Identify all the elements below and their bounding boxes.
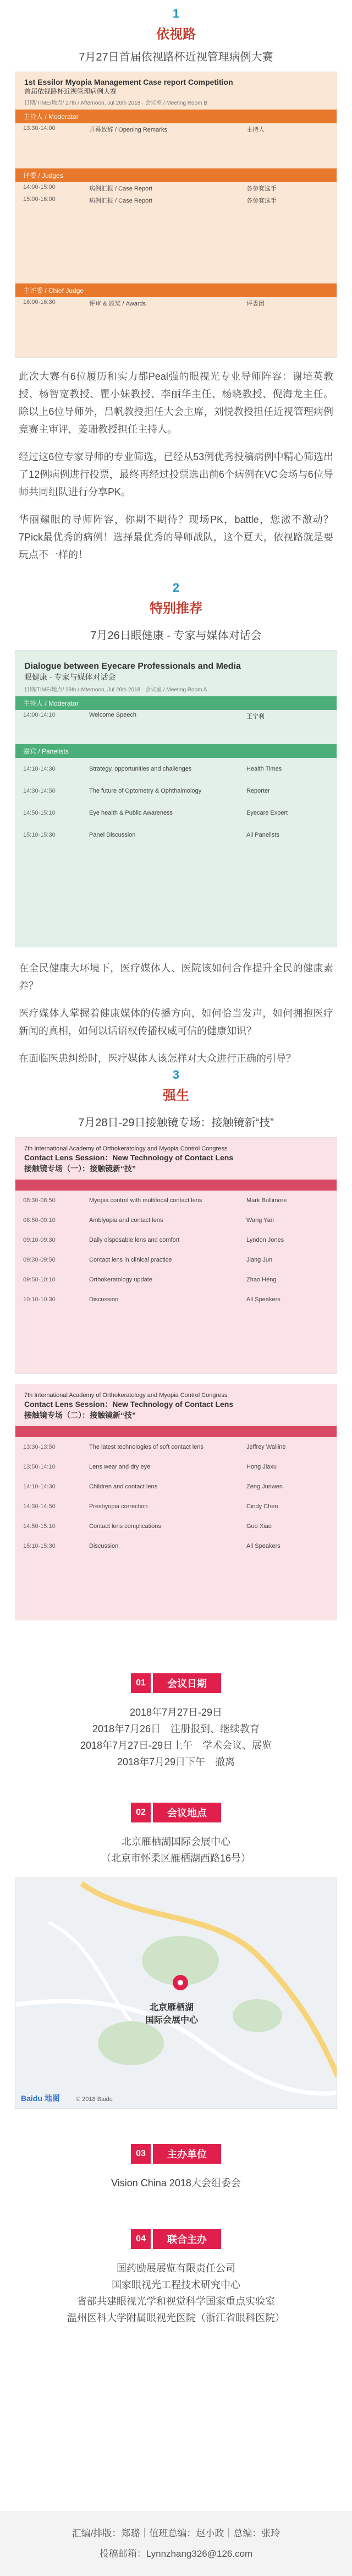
session-title-en: Contact Lens Session：New Technology of Contact Lens xyxy=(24,1400,234,1409)
schedule-band xyxy=(15,1180,337,1191)
schedule-band: 嘉宾 / Panelists xyxy=(15,744,337,758)
footer xyxy=(0,2511,352,2576)
dialogue-description xyxy=(0,959,352,1067)
session-title-cn: 接触镜专场（一）：接触镜新“技” xyxy=(24,1164,136,1173)
meeting-place-lines xyxy=(0,1833,352,1866)
schedule-row: 14:10-14:30 Strategy, opportunities and challenges Health Times xyxy=(23,766,282,772)
schedule-row: 09:10-09:30 Daily disposable lens and comfort Lyndon Jones xyxy=(23,1237,284,1243)
dialogue-title-en: Dialogue between Eyecare Professionals and Media xyxy=(24,662,241,671)
schedule-meta: 日期/TIME/地点/ 27th / Afternoon, Jul 26th 2018 · 会议室 / Meeting Room B xyxy=(24,100,207,106)
map-logo: Baidu 地图 xyxy=(21,2094,60,2103)
section-subtitle: 7月28日-29日接触镜专场：接触镜新“技” xyxy=(78,1117,274,1129)
schedule-row: 09:30-09:50 Contact lens in clinical practice Jiang Jun xyxy=(23,1257,273,1263)
label-number: 03 xyxy=(131,2144,151,2164)
meeting-place-label xyxy=(0,1803,352,1822)
schedule-row: 14:00-15:00 病例汇报 / Case Report 各参赛选手 xyxy=(23,184,277,192)
map-copyright: © 2018 Baidu xyxy=(76,2096,113,2103)
section-title: 强生 xyxy=(163,1088,189,1103)
date-line: 2018年7月26日 注册报到、继续教育 xyxy=(92,1723,260,1734)
cohost-line: 温州医科大学附属眼视光医院（浙江省眼科医院） xyxy=(67,2312,285,2323)
session-title-en: Contact Lens Session：New Technology of Contact Lens xyxy=(24,1153,234,1162)
section-title: 特别推荐 xyxy=(150,601,202,616)
section-subtitle: 7月27日首届依视路杯近视管理病例大赛 xyxy=(79,51,273,63)
schedule-row: 14:10-14:30 Children and contact lens Zeng Junwen xyxy=(23,1483,283,1490)
schedule-row: 09:50-10:10 Orthokeratology update Zhao Heng xyxy=(23,1276,277,1283)
schedule-row: 15:10-15:30 Panel Discussion All Panelists xyxy=(23,832,279,838)
schedule-row: 08:30-08:50 Myopia control with multifocal contact lens Mark Bullimore xyxy=(23,1197,287,1204)
date-line: 2018年7月29日下午 撤离 xyxy=(117,1756,235,1767)
host-label xyxy=(0,2144,352,2164)
meeting-place-section xyxy=(0,1792,352,2120)
paragraph: 经过这6位专家导师的专业筛选，已经从53例优秀投稿病例中精心筛选出了12例病例进行投票，最终再经过投票选出前6个病例在VC会场与6位导师共同组队进行分享PK。 xyxy=(19,451,333,498)
schedule-row: 13:30-14:00 开幕致辞 / Opening Remarks 主持人 xyxy=(23,125,265,133)
section-number: 3 xyxy=(172,1068,180,1082)
section-jnj xyxy=(0,1068,352,1620)
schedule-band xyxy=(15,1426,337,1437)
paragraph: 医疗媒体人掌握着健康媒体的传播方向，如何恰当发声，如何拥抱医疗新闻的真相，如何以话语权传播权威可信的健康知识？ xyxy=(19,1008,333,1036)
label-number: 04 xyxy=(131,2229,151,2249)
host-section xyxy=(0,2133,352,2191)
schedule-row: 14:50-15:10 Eye health & Public Awareness Eyecare Expert xyxy=(23,810,288,816)
footer-credits: 汇编/排版：郑璐｜值班总编：赵小政｜总编：张玲 xyxy=(72,2528,280,2539)
meeting-date-section xyxy=(0,1662,352,1770)
label-text: 联合主办 xyxy=(153,2229,221,2249)
cohost-line: 国家眼视光工程技术研究中心 xyxy=(112,2279,240,2290)
cohost-lines xyxy=(0,2260,352,2326)
session-title-cn: 接触镜专场（二）：接触镜新“技” xyxy=(24,1411,136,1420)
cohost-section xyxy=(0,2218,352,2326)
schedule-row: 08:50-09:10 Amblyopia and contact lens Wang Yan xyxy=(23,1217,274,1224)
schedule-row: 14:00-14:10 Welcome Speech 王宁利 xyxy=(23,712,265,720)
label-number: 02 xyxy=(131,1803,151,1822)
schedule-band: 主持人 / Moderator xyxy=(15,110,337,123)
label-number: 01 xyxy=(131,1673,151,1693)
schedule-title-en: 1st Essilor Myopia Management Case report Competition xyxy=(24,78,233,86)
label-text: 会议日期 xyxy=(153,1673,221,1693)
host-line: Vision China 2018大会组委会 xyxy=(111,2177,241,2188)
date-line: 2018年7月27日-29日上午 学术会议、展览 xyxy=(80,1740,272,1751)
section-subtitle: 7月26日眼健康 - 专家与媒体对话会 xyxy=(90,630,262,642)
label-text: 会议地点 xyxy=(153,1803,221,1822)
date-line: 2018年7月27日-29日 xyxy=(129,1707,223,1718)
section-title: 依视路 xyxy=(156,27,196,42)
schedule-row: 15:00-16:00 病例汇报 / Case Report 各参赛选手 xyxy=(23,196,277,204)
meeting-date-lines xyxy=(0,1704,352,1770)
contact-lens-schedule-2 xyxy=(15,1384,337,1620)
schedule-band: 主持人 / Moderator xyxy=(15,696,337,710)
place-line: 北京雁栖湖国际会展中心 xyxy=(122,1836,230,1847)
schedule-row: 14:30-14:50 Presbyopia correction Cindy Chen xyxy=(23,1503,278,1510)
venue-map[interactable] xyxy=(15,1878,337,2109)
schedule-row: 14:30-14:50 The future of Optometry & Ophthalmology Reporter xyxy=(23,788,270,794)
schedule-band: 评委 / Judges xyxy=(15,168,337,182)
schedule-meta: 日期/TIME/地点/ 26th / Afternoon, Jul 26th 2018 · 会议室 / Meeting Room A xyxy=(24,687,207,693)
place-line: （北京市怀柔区雁栖湖西路16号） xyxy=(101,1853,251,1864)
section-number: 1 xyxy=(172,7,180,20)
schedule-row: 13:30-13:50 The latest technologies of soft contact lens Jeffrey Walline xyxy=(23,1444,286,1450)
section-essilor xyxy=(0,7,352,574)
map-graphic xyxy=(15,1878,337,2109)
cohost-line: 省部共建眼视光学和视觉科学国家重点实验室 xyxy=(77,2296,275,2307)
congress-title: 7th International Academy of Orthokeratology and Myopia Control Congress xyxy=(24,1392,228,1399)
cohost-label xyxy=(0,2229,352,2249)
schedule-row: 16:00-16:30 评审 & 颁奖 / Awards 评委团 xyxy=(23,299,265,307)
schedule-row: 13:50-14:10 Lens wear and dry eye Hong Jiaxu xyxy=(23,1464,277,1470)
schedule-row: 15:10-15:30 Discussion All Speakers xyxy=(23,1543,280,1549)
dialogue-title-cn: 眼健康 - 专家与媒体对话会 xyxy=(24,673,116,681)
label-text: 主办单位 xyxy=(153,2144,221,2164)
paragraph: 在全民健康大环境下，医疗媒体人、医院该如何合作提升全民的健康素养？ xyxy=(19,963,333,991)
dialogue-schedule-image xyxy=(15,650,337,947)
footer-email: 投稿邮箱：Lynnzhang326@126.com xyxy=(99,2548,253,2559)
essilor-schedule-image xyxy=(15,72,337,358)
contact-lens-schedule-1 xyxy=(15,1137,337,1374)
schedule-title-cn: 首届依视路杯近视管理病例大赛 xyxy=(24,88,117,95)
paragraph: 此次大赛有6位履历和实力都Peal强的眼视光专业导师阵容：谢培英教授、杨智宽教授、瞿小妹教授、李丽华主任、杨晓教授、倪海龙主任。除以上6位导师外，吕帆教授担任大会主席，刘悦教授担任近视管理病例竞赛主审评，姜珊教授担任主持人。 xyxy=(19,371,333,435)
section-number: 2 xyxy=(172,581,180,594)
schedule-row: 14:50-15:10 Contact lens complications Guo Xiao xyxy=(23,1523,272,1530)
meeting-date-label xyxy=(0,1673,352,1693)
schedule-row: 10:10-10:30 Discussion All Speakers xyxy=(23,1296,280,1303)
essilor-description xyxy=(0,368,352,564)
paragraph: 在面临医患纠纷时，医疗媒体人该怎样对大众进行正确的引导？ xyxy=(19,1053,296,1064)
section-special xyxy=(0,581,352,1077)
paragraph: 华丽耀眼的导师阵容，你期不期待？现场PK，battle，您激不激动？7Pick最优秀的病例！选择最优秀的导师战队，这个夏天，依视路就是要玩点不一样的！ xyxy=(19,514,333,560)
congress-title: 7th International Academy of Orthokeratology and Myopia Control Congress xyxy=(24,1145,228,1152)
map-venue-label: 北京雁栖湖 国际会展中心 xyxy=(145,2003,199,2025)
cohost-line: 国药励展展览有限责任公司 xyxy=(117,2263,235,2274)
schedule-band: 主评委 / Chief Judge xyxy=(15,283,337,297)
